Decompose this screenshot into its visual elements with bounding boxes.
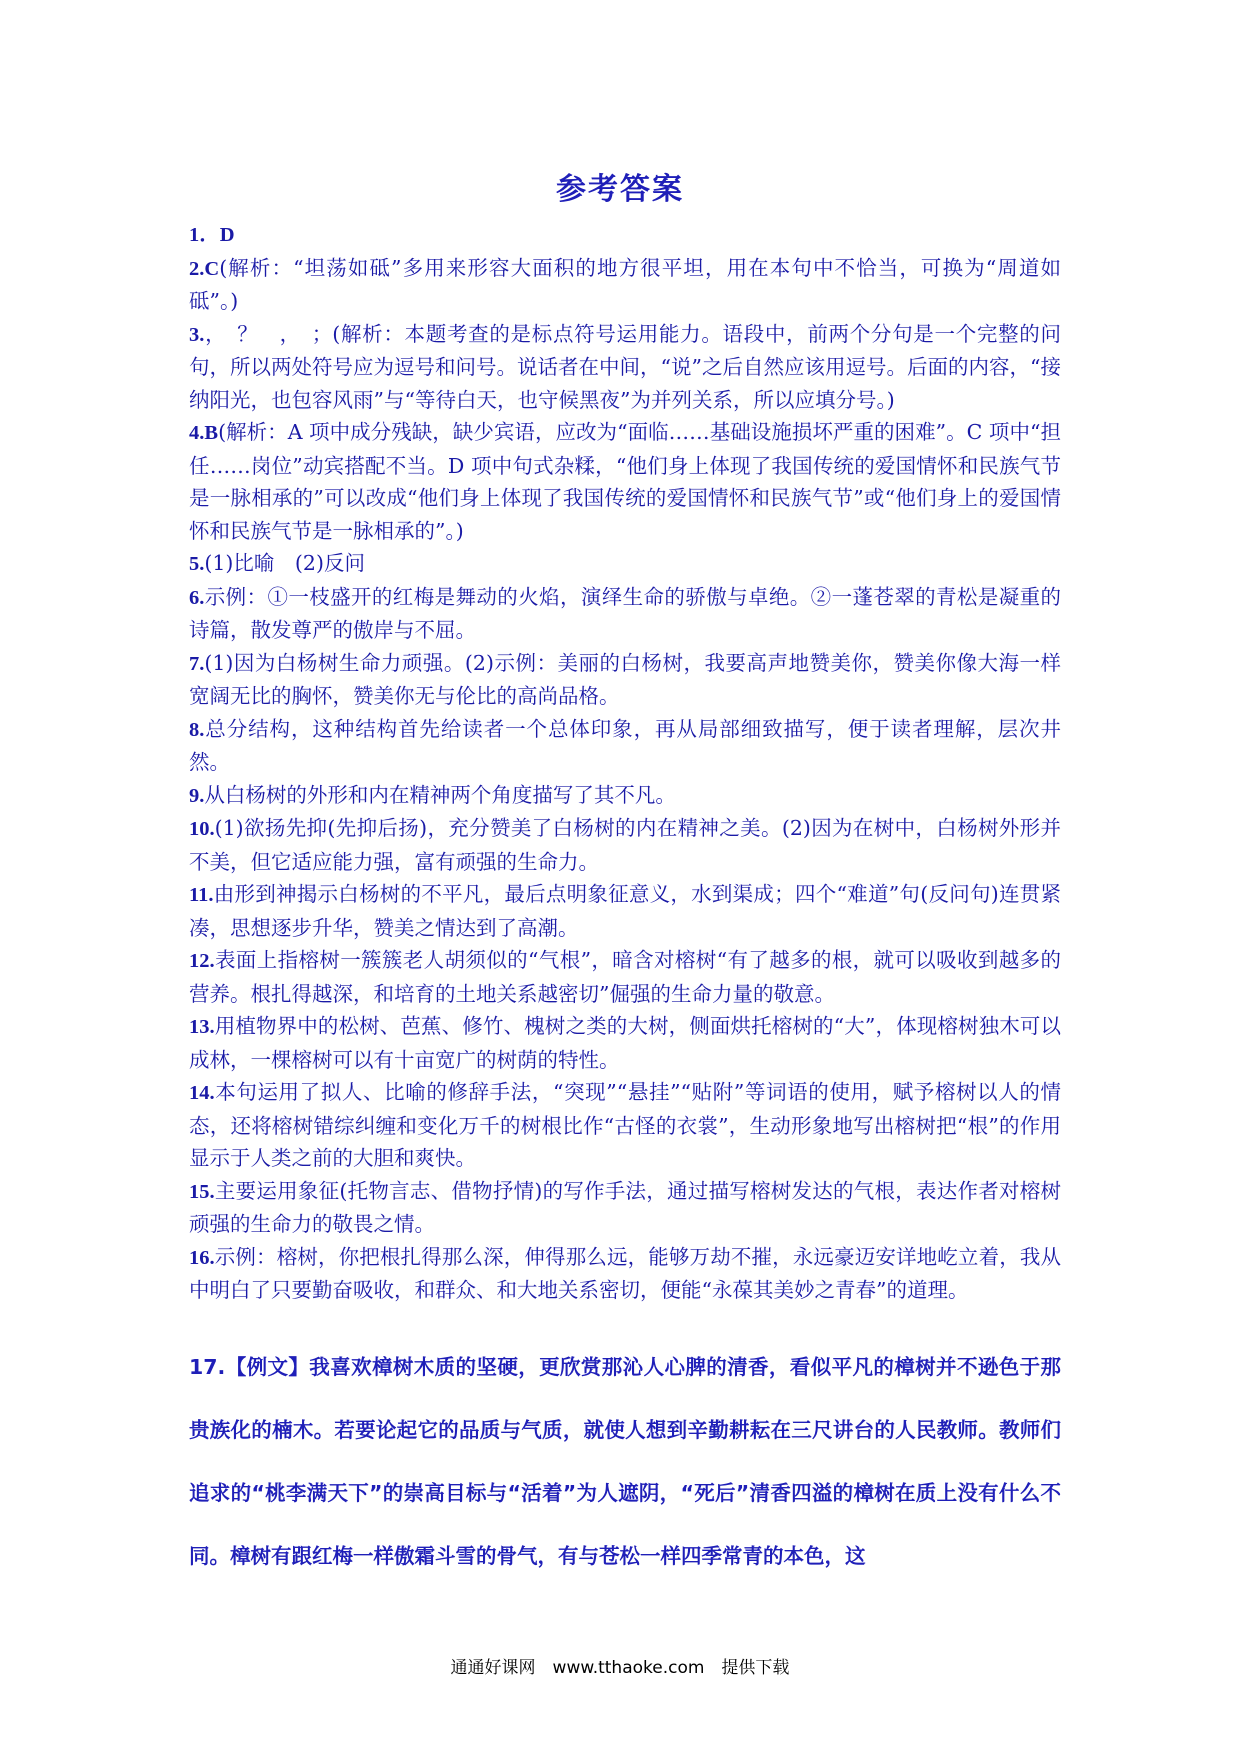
answer-text: 主要运用象征(托物言志、借物抒情)的写作手法，通过描写榕树发达的气根，表达作者对榕树顽强的生命力的敬畏之情。 bbox=[189, 1178, 1061, 1236]
answer-number: 7. bbox=[189, 652, 205, 675]
answer-number: 5. bbox=[189, 553, 205, 575]
footer-source: 通通好课网 www.tthaoke.com 提供下载 bbox=[450, 1658, 790, 1678]
answer-item bbox=[189, 1076, 1061, 1175]
answer-text: 由形到神揭示白杨树的不平凡，最后点明象征意义，水到渠成；四个“难道”句(反问句)连贯紧凑，思想逐步升华，赞美之情达到了高潮。 bbox=[189, 882, 1061, 940]
answer-list bbox=[189, 218, 1061, 1307]
answer-text: 表面上指榕树一簇簇老人胡须似的“气根”，暗含对榕树“有了越多的根，就可以吸收到越多的营养。根扎得越深，和培育的土地关系越密切”倔强的生命力量的敬意。 bbox=[189, 948, 1061, 1006]
answer-number: 3. bbox=[189, 323, 205, 346]
page-title: 参考答案 bbox=[556, 172, 684, 207]
answer-number: 11. bbox=[189, 884, 214, 906]
answer-text: 从白杨树的外形和内在精神两个角度描写了其不凡。 bbox=[204, 782, 676, 807]
essay-label: 【例文】 bbox=[225, 1355, 310, 1379]
answer-number: 6. bbox=[189, 586, 205, 609]
answer-item bbox=[189, 812, 1061, 878]
example-essay bbox=[189, 1336, 1061, 1588]
answer-text: 本句运用了拟人、比喻的修辞手法，“突现”“悬挂”“贴附”等词语的使用，赋予榕树以人的情态，还将榕树错综纠缠和变化万千的树根比作“古怪的衣裳”，生动形象地写出榕树把“根”的作用显示于人类之前的大胆和爽快。 bbox=[189, 1080, 1061, 1170]
answer-text: 示例：①一枝盛开的红梅是舞动的火焰，演绎生命的骄傲与卓绝。②一蓬苍翠的青松是凝重的诗篇，散发尊严的傲岸与不屈。 bbox=[189, 584, 1061, 642]
answer-text: (解析：“坦荡如砥”多用来形容大面积的地方很平坦，用在本句中不恰当，可换为“周道如砥”。) bbox=[189, 255, 1061, 313]
answer-item bbox=[189, 779, 1061, 813]
answer-number: 4.B bbox=[189, 422, 219, 444]
answer-text: (1)欲扬先抑(先抑后扬)，充分赞美了白杨树的内在精神之美。(2)因为在树中，白杨树外形并不美，但它适应能力强，富有顽强的生命力。 bbox=[189, 816, 1061, 874]
answer-number: 1．D bbox=[189, 224, 235, 246]
answer-item bbox=[189, 318, 1061, 417]
answer-item bbox=[189, 944, 1061, 1010]
answer-text: (解析：A 项中成分残缺，缺少宾语，应改为“面临……基础设施损坏严重的困难”。C 项中“担任……岗位”动宾搭配不当。D 项中句式杂糅，“他们身上体现了我国传统的爱国情怀和民族气节是一脉相承的”可以改成“他们身上体现了我国传统的爱国情怀和民族气节”或“他们身上的爱国情怀和民族气节是一脉相承的”。) bbox=[189, 420, 1061, 543]
answer-number: 2.C bbox=[189, 257, 220, 280]
answer-item bbox=[189, 581, 1061, 647]
answer-number: 12. bbox=[189, 950, 215, 972]
answer-item bbox=[189, 1241, 1061, 1307]
answer-item bbox=[189, 647, 1061, 713]
answer-item bbox=[189, 416, 1061, 547]
answer-text: (1)比喻 (2)反问 bbox=[204, 551, 365, 575]
essay-number: 17. bbox=[189, 1355, 226, 1379]
answer-number: 9. bbox=[189, 784, 205, 807]
answer-text: (1)因为白杨树生命力顽强。(2)示例：美丽的白杨树，我要高声地赞美你，赞美你像大海一样宽阔无比的胸怀，赞美你无与伦比的高尚品格。 bbox=[189, 650, 1061, 708]
answer-item bbox=[189, 878, 1061, 944]
answer-number: 14. bbox=[189, 1082, 215, 1104]
answer-item bbox=[189, 218, 1061, 252]
answer-item bbox=[189, 1175, 1061, 1241]
answer-number: 8. bbox=[189, 718, 205, 741]
answer-number: 13. bbox=[189, 1016, 215, 1038]
answer-number: 15. bbox=[189, 1180, 215, 1203]
answer-text: 总分结构，这种结构首先给读者一个总体印象，再从局部细致描写，便于读者理解，层次井然。 bbox=[189, 716, 1061, 774]
answer-item bbox=[189, 252, 1061, 318]
answer-item bbox=[189, 547, 1061, 581]
essay-text: 我喜欢樟树木质的坚硬，更欣赏那沁人心脾的清香，看似平凡的樟树并不逊色于那贵族化的楠木。若要论起它的品质与气质，就使人想到辛勤耕耘在三尺讲台的人民教师。教师们追求的“桃李满天下”的崇高目标与“活着”为人遮阴，“死后”清香四溢的樟树在质上没有什么不同。樟树有跟红梅一样傲霜斗雪的骨气，有与苍松一样四季常青的本色，这 bbox=[189, 1355, 1062, 1568]
answer-number: 10. bbox=[189, 818, 215, 840]
answer-number: 16. bbox=[189, 1246, 215, 1269]
answer-text: ， ？ ， ；(解析：本题考查的是标点符号运用能力。语段中，前两个分句是一个完整的问句，所以两处符号应为逗号和问号。说话者在中间，“说”之后自然应该用逗号。后面的内容，“接纳阳光，也包容风雨”与“等待白天，也守候黑夜”为并列关系，所以应填分号。) bbox=[189, 321, 1061, 412]
answer-item bbox=[189, 1010, 1061, 1076]
answer-text: 用植物界中的松树、芭蕉、修竹、槐树之类的大树，侧面烘托榕树的“大”，体现榕树独木可以成林，一棵榕树可以有十亩宽广的树荫的特性。 bbox=[189, 1014, 1061, 1072]
answer-item bbox=[189, 713, 1061, 779]
answer-text: 示例：榕树，你把根扎得那么深，伸得那么远，能够万劫不摧，永远豪迈安详地屹立着，我从中明白了只要勤奋吸收，和群众、和大地关系密切，便能“永葆其美妙之青春”的道理。 bbox=[189, 1244, 1061, 1302]
